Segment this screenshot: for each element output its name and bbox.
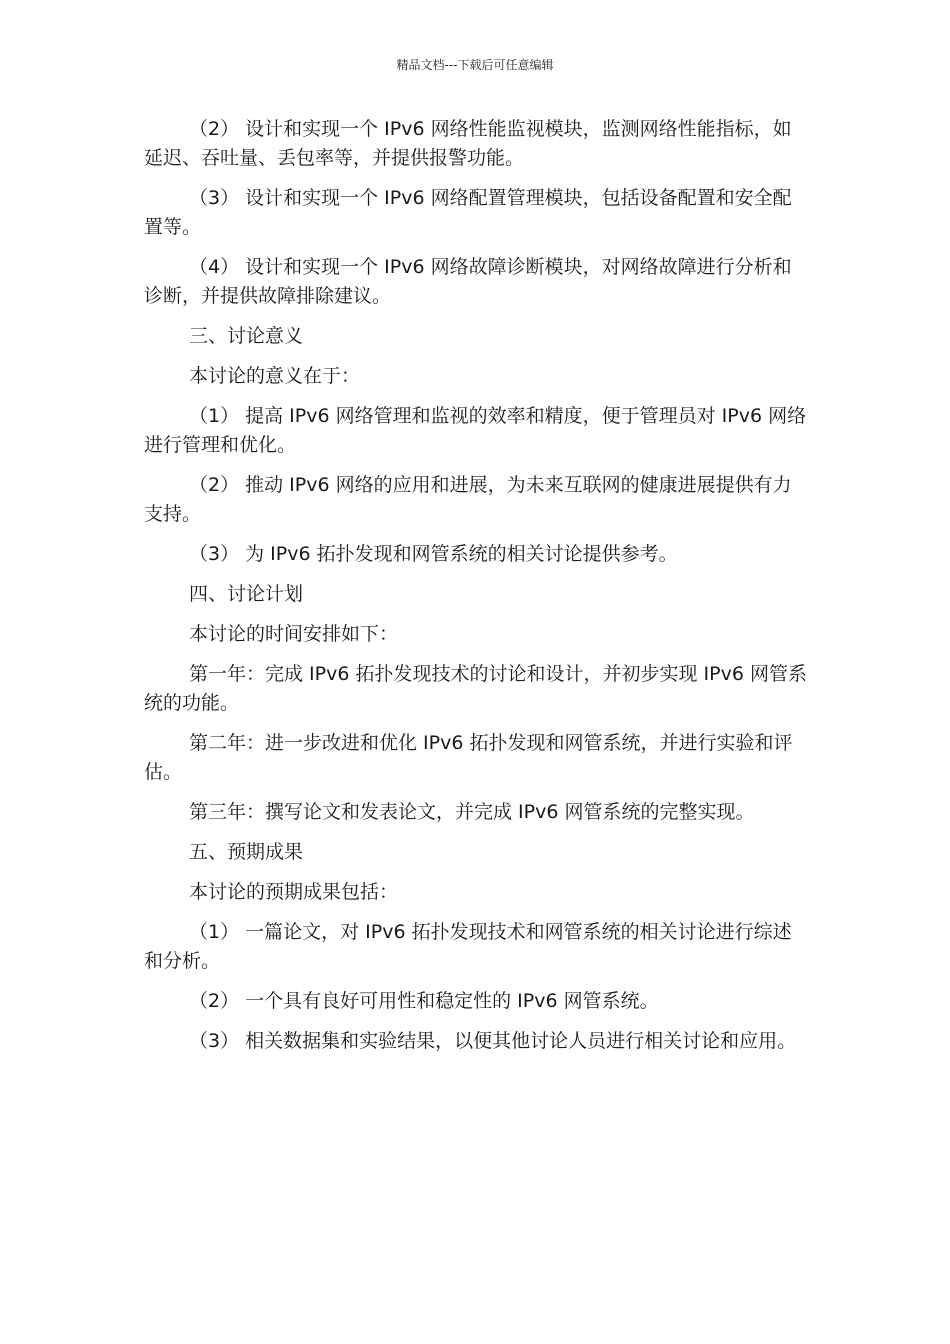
paragraph-item: （2） 推动 IPv6 网络的应用和进展，为未来互联网的健康进展提供有力支持。 [144, 474, 792, 525]
paragraph-item: （3） 设计和实现一个 IPv6 网络配置管理模块，包括设备配置和安全配置等。 [144, 187, 792, 238]
paragraph-item: （3） 相关数据集和实验结果，以便其他讨论人员进行相关讨论和应用。 [189, 1030, 797, 1052]
paragraph: 本讨论的时间安排如下： [189, 623, 399, 645]
paragraph: 本讨论的意义在于： [189, 365, 361, 387]
paragraph: 第三年：撰写论文和发表论文，并完成 IPv6 网管系统的完整实现。 [189, 801, 755, 823]
section-heading: 四、讨论计划 [189, 583, 304, 605]
section-heading: 五、预期成果 [189, 841, 304, 863]
paragraph-item: （3） 为 IPv6 拓扑发现和网管系统的相关讨论提供参考。 [189, 543, 678, 565]
paragraph-item: （1） 提高 IPv6 网络管理和监视的效率和精度，便于管理员对 IPv6 网络进行管理和优化。 [144, 405, 807, 456]
paragraph-item: （4） 设计和实现一个 IPv6 网络故障诊断模块，对网络故障进行分析和诊断，并提供故障排除建议。 [144, 256, 792, 307]
paragraph: 本讨论的预期成果包括： [189, 881, 399, 903]
paragraph-item: （2） 一个具有良好可用性和稳定性的 IPv6 网管系统。 [189, 990, 659, 1012]
paragraph-item: （1） 一篇论文，对 IPv6 拓扑发现技术和网管系统的相关讨论进行综述和分析。 [144, 921, 792, 972]
paragraph: 第二年：进一步改进和优化 IPv6 拓扑发现和网管系统，并进行实验和评估。 [144, 732, 793, 783]
paragraph-item: （2） 设计和实现一个 IPv6 网络性能监视模块，监测网络性能指标，如延迟、吞吐量、丢包率等，并提供报警功能。 [144, 118, 792, 169]
document-body [144, 115, 810, 1067]
paragraph: 第一年：完成 IPv6 拓扑发现技术的讨论和设计，并初步实现 IPv6 网管系统的功能。 [144, 663, 807, 714]
page-header: 精品文档---下载后可任意编辑 [396, 58, 554, 72]
section-heading: 三、讨论意义 [189, 325, 304, 347]
